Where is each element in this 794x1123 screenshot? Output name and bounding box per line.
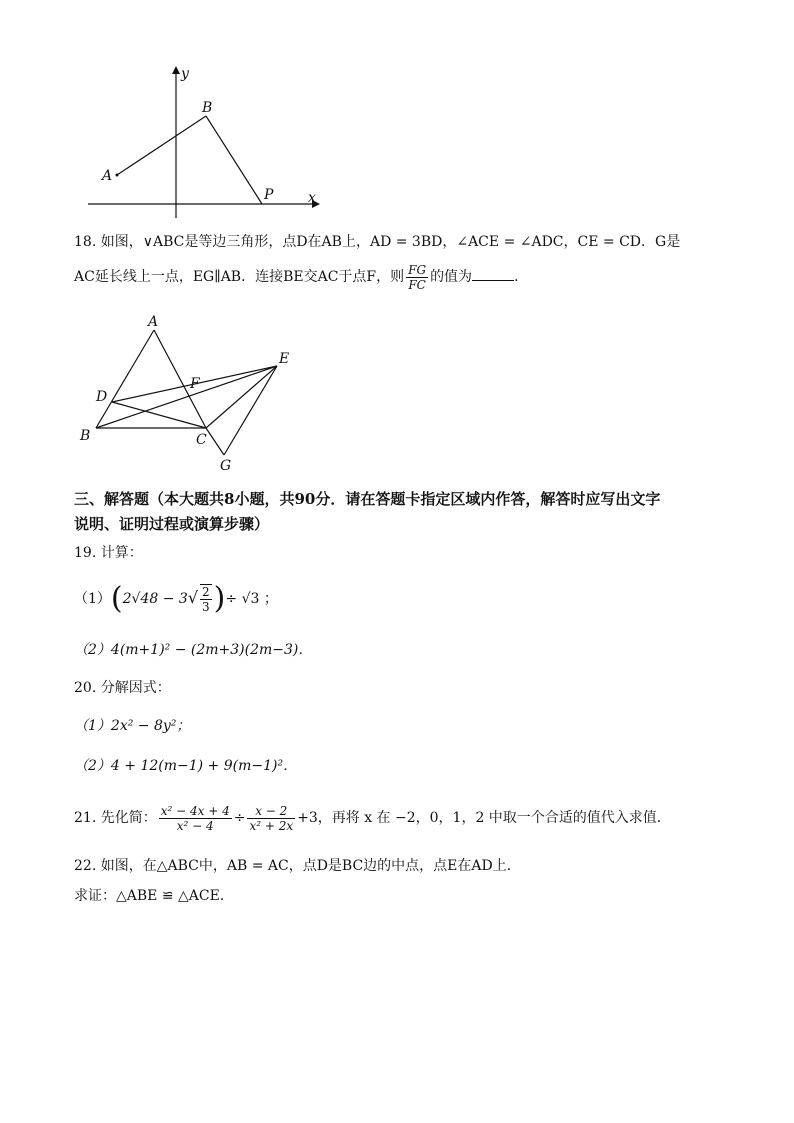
- segment-ce: [206, 366, 277, 428]
- q18-text-2: AC延长线上一点，EG∥AB．连接BE交AC于点F，则: [74, 269, 405, 285]
- q18-line1: [74, 232, 680, 252]
- q18-line2: [74, 262, 528, 292]
- label-b: B: [80, 428, 91, 444]
- label-c: C: [196, 432, 207, 448]
- label-a: A: [102, 168, 113, 184]
- section3-heading-line1: 三、解答题（本大题共8小题，共90分．请在答题卡指定区域内作答，解答时应写出文字: [74, 490, 661, 508]
- segment-eg: [224, 366, 277, 455]
- q22-line2: 求证：△ABE ≌ △ACE．: [74, 888, 234, 904]
- q21-fraction-2: [247, 804, 295, 833]
- q19-p1-frac-den: 3: [202, 600, 210, 614]
- segment-cg: [206, 428, 224, 455]
- q18-fraction: [406, 263, 428, 292]
- label-b: B: [202, 100, 213, 116]
- q21-f2-num: x − 2: [247, 804, 295, 819]
- label-p: P: [264, 187, 274, 203]
- q19-p1-label: （1）: [74, 591, 111, 607]
- q21-f2-den: x² + 2x: [249, 818, 294, 833]
- label-x: x: [308, 190, 316, 206]
- segment-ab: [117, 116, 206, 175]
- q21-op: ÷: [233, 810, 246, 826]
- q18-frac-den: FC: [408, 277, 426, 292]
- q19-p1-a: 2√48 − 3: [122, 591, 188, 607]
- figure-coordinate: [80, 60, 330, 225]
- q18-frac-num: FG: [408, 262, 427, 277]
- y-axis-arrow: [172, 66, 180, 74]
- q19-p1-frac-num: 2: [202, 585, 210, 599]
- q19-part1: [74, 578, 278, 619]
- q22-line1: 22. 如图，在△ABC中，AB = AC，点D是BC边的中点，点E在AD上．: [74, 858, 521, 874]
- sqrt-icon: √: [187, 588, 199, 607]
- label-d: D: [96, 389, 108, 405]
- q20-part1: （1）2x² − 8y²；: [74, 718, 191, 734]
- label-f: F: [190, 376, 200, 392]
- q21-line: [74, 798, 671, 838]
- q20-title: 20. 分解因式：: [74, 680, 171, 696]
- q21-fraction-1: [159, 804, 232, 833]
- q19-p1-b: ÷ √3 ；: [225, 591, 278, 607]
- q19-p1-fraction: [200, 584, 212, 614]
- point-a: [116, 174, 119, 177]
- segment-bp: [206, 116, 262, 204]
- q18-text-1: 18. 如图，∨ABC是等边三角形，点D在AB上，AD = 3BD，∠ACE = ∠ADC，CE = CD．G是: [74, 234, 681, 250]
- q21-f1-den: x² − 4: [176, 818, 214, 833]
- label-e: E: [279, 351, 290, 367]
- left-paren: (: [110, 581, 123, 616]
- label-g: G: [220, 458, 232, 474]
- q19-title: 19. 计算：: [74, 545, 143, 561]
- q18-text-4: ．: [514, 269, 529, 285]
- q21-f1-num: x² − 4x + 4: [160, 803, 230, 818]
- q21-prefix: 21. 先化简：: [74, 810, 157, 826]
- q21-suffix: +3，再将 x 在 −2，0，1，2 中取一个合适的值代入求值．: [297, 810, 671, 826]
- q19-part2: （2）4(m+1)² − (2m+3)(2m−3)．: [74, 642, 313, 658]
- right-paren: ): [213, 581, 226, 616]
- q18-answer-blank[interactable]: [472, 266, 514, 281]
- label-y: y: [181, 66, 189, 82]
- figure-triangle: [74, 308, 314, 478]
- segment-ab: [96, 330, 154, 428]
- section3-heading-line2: 说明、证明过程或演算步骤）: [74, 515, 270, 533]
- label-a: A: [148, 314, 159, 330]
- segment-be: [96, 366, 277, 428]
- q18-text-3: 的值为: [430, 269, 473, 285]
- q20-part2: （2）4 + 12(m−1) + 9(m−1)²．: [74, 758, 298, 774]
